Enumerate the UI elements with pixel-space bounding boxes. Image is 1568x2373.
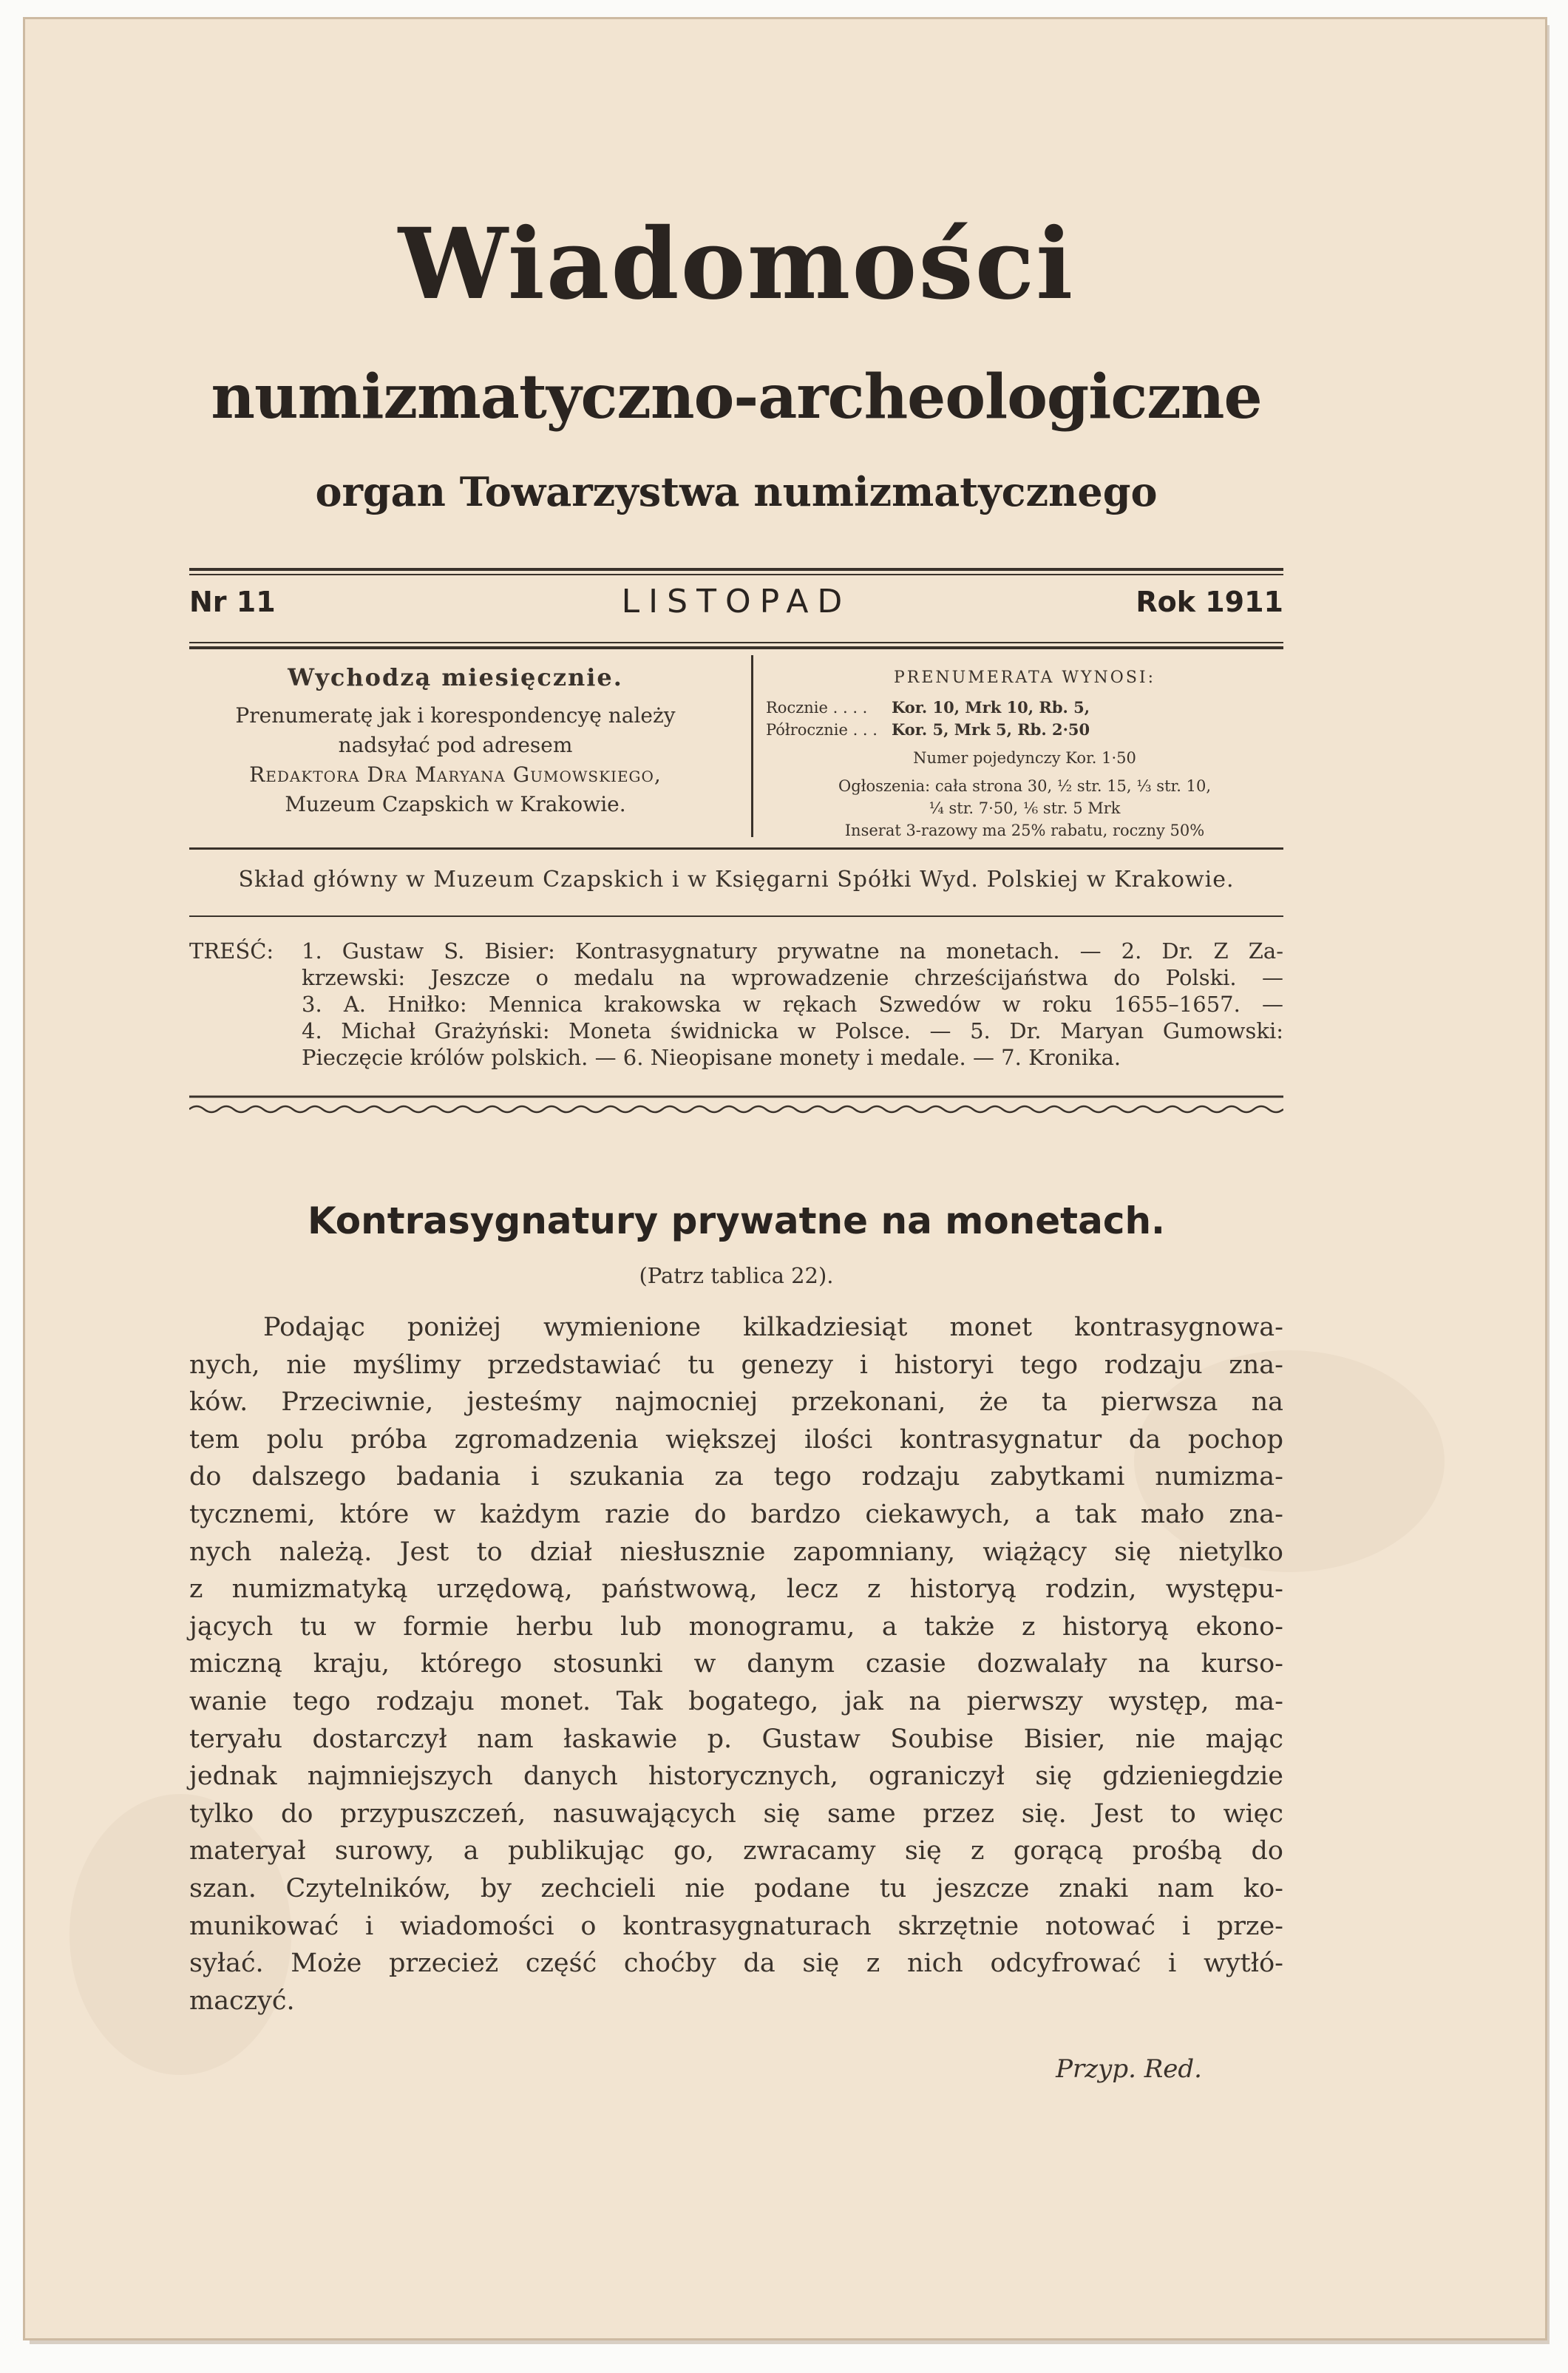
body-line: wanie tego rodzaju monet. Tak bogatego, jak na pierwszy występ, ma- xyxy=(189,1686,1283,1716)
body-line: maczyć. xyxy=(189,1986,295,2016)
body-line: teryału dostarczył nam łaskawie p. Gustaw Soubise Bisier, nie mając xyxy=(189,1724,1283,1754)
info-line: nadsyłać pod adresem xyxy=(338,733,573,757)
toc-label: TREŚĆ: xyxy=(189,938,274,964)
masthead-title: Wiadomości xyxy=(398,207,1075,322)
editor-signature: Przyp. Red. xyxy=(1056,2054,1202,2084)
price-label: Półrocznie . . . xyxy=(766,721,878,739)
body-line: miczną kraju, którego stosunki w danym czasie dozwalały na kurso- xyxy=(189,1649,1283,1679)
body-line: munikować i wiadomości o kontrasygnaturach skrzętnie notować i prze- xyxy=(189,1911,1283,1941)
body-line: syłać. Może przecież część choćby da się z nich odcyfrować i wytłó- xyxy=(189,1949,1283,1979)
body-line: szan. Czytelników, by zechcieli nie podane tu jeszcze znaki nam ko- xyxy=(189,1873,1283,1903)
body-line: tycznemi, które w każdym razie do bardzo ciekawych, a tak mało zna- xyxy=(189,1499,1283,1529)
price-heading: PRENUMERATA WYNOSI: xyxy=(894,668,1155,687)
body-line: tylko do przypuszczeń, nasuwających się same przez się. Jest to więc xyxy=(189,1798,1283,1829)
single-issue-price: Numer pojedynczy Kor. 1·50 xyxy=(913,749,1136,767)
rule-under-issue xyxy=(189,642,1283,643)
info-line: Redaktora Dra Maryana Gumowskiego, xyxy=(249,762,662,787)
masthead-organ: organ Towarzystwa numizmatycznego xyxy=(315,468,1158,515)
distribution-line: Skład główny w Muzeum Czapskich i w Księgarni Spółki Wyd. Polskiej w Krakowie. xyxy=(238,867,1235,893)
issue-row xyxy=(189,580,1283,632)
toc-line: Pieczęcie królów polskich. — 6. Nieopisane monety i medale. — 7. Kronika. xyxy=(302,1045,1121,1070)
price-value: Kor. 10, Mrk 10, Rb. 5, xyxy=(892,698,1090,717)
subscription-info xyxy=(189,663,722,819)
body-line: z numizmatyką urzędową, państwową, lecz z historyą rodzin, występu- xyxy=(189,1574,1283,1605)
toc-line: 4. Michał Grażyński: Moneta świdnicka w Polsce. — 5. Dr. Maryan Gumowski: xyxy=(302,1018,1283,1043)
toc-line: 3. A. Hniłko: Mennica krakowska w rękach Szwedów w roku 1655–1657. — xyxy=(302,992,1283,1017)
body-line: nych należą. Jest to dział niesłusznie zapomniany, wiążący się nietylko xyxy=(189,1537,1283,1567)
column-divider xyxy=(751,655,753,837)
frequency-heading: Wychodzą miesięcznie. xyxy=(288,663,623,691)
double-rule-top-thin xyxy=(189,574,1283,575)
price-info xyxy=(766,667,1283,842)
journal-page xyxy=(25,19,1545,2338)
rule-under-issue-thick xyxy=(189,646,1283,649)
price-row-halfyear xyxy=(766,719,1283,741)
body-line: ków. Przeciwnie, jesteśmy najmocniej przekonani, że ta pierwsza na xyxy=(189,1387,1283,1418)
body-line: jednak najmniejszych danych historycznych, ograniczył się gdzieniegdzie xyxy=(189,1761,1283,1792)
ads-line: ¼ str. 7·50, ⅙ str. 5 Mrk xyxy=(929,799,1121,817)
masthead-subtitle: numizmatyczno-archeologiczne xyxy=(211,362,1262,433)
toc-body xyxy=(302,938,1283,1071)
issue-year: Rok 1911 xyxy=(1136,586,1283,618)
body-line: Podając poniżej wymienione kilkadziesiąt monet kontrasygnowa- xyxy=(263,1313,1283,1342)
toc-line: 1. Gustaw S. Bisier: Kontrasygnatury prywatne na monetach. — 2. Dr. Z Za- xyxy=(302,938,1283,964)
article-subtitle: (Patrz tablica 22). xyxy=(639,1263,834,1288)
toc-line: krzewski: Jeszcze o medalu na wprowadzenie chrześcijaństwa do Polski. — xyxy=(302,965,1283,990)
info-line: Muzeum Czapskich w Krakowie. xyxy=(285,792,626,816)
article-title: Kontrasygnatury prywatne na monetach. xyxy=(307,1199,1166,1242)
ads-line: Inserat 3-razowy ma 25% rabatu, roczny 50% xyxy=(844,822,1205,839)
body-line: do dalszego badania i szukania za tego rodzaju zabytkami numizma- xyxy=(189,1462,1283,1492)
issue-number: Nr 11 xyxy=(189,586,276,618)
body-line: tem polu próba zgromadzenia większej ilości kontrasygnatur da pochop xyxy=(189,1424,1283,1455)
price-value: Kor. 5, Mrk 5, Rb. 2·50 xyxy=(892,720,1090,739)
rule-above-toc xyxy=(189,915,1283,917)
info-line: Prenumeratę jak i korespondencyę należy xyxy=(235,703,676,728)
wavy-rule xyxy=(189,1094,1283,1117)
article-body xyxy=(189,1309,1283,2020)
rule-under-info xyxy=(189,847,1283,850)
body-line: nych, nie myślimy przedstawiać tu genezy i historyi tego rodzaju zna- xyxy=(189,1350,1283,1380)
body-line: materyał surowy, a publikując go, zwracamy się z gorącą prośbą do xyxy=(189,1836,1283,1866)
body-line: jących tu w formie herbu lub monogramu, a także z historyą ekono- xyxy=(189,1611,1283,1642)
issue-month: LISTOPAD xyxy=(621,583,852,620)
price-row-annual xyxy=(766,697,1283,719)
double-rule-top xyxy=(189,568,1283,571)
price-label: Rocznie . . . . xyxy=(766,699,868,717)
ads-line: Ogłoszenia: cała strona 30, ½ str. 15, ⅓ str. 10, xyxy=(838,777,1211,795)
